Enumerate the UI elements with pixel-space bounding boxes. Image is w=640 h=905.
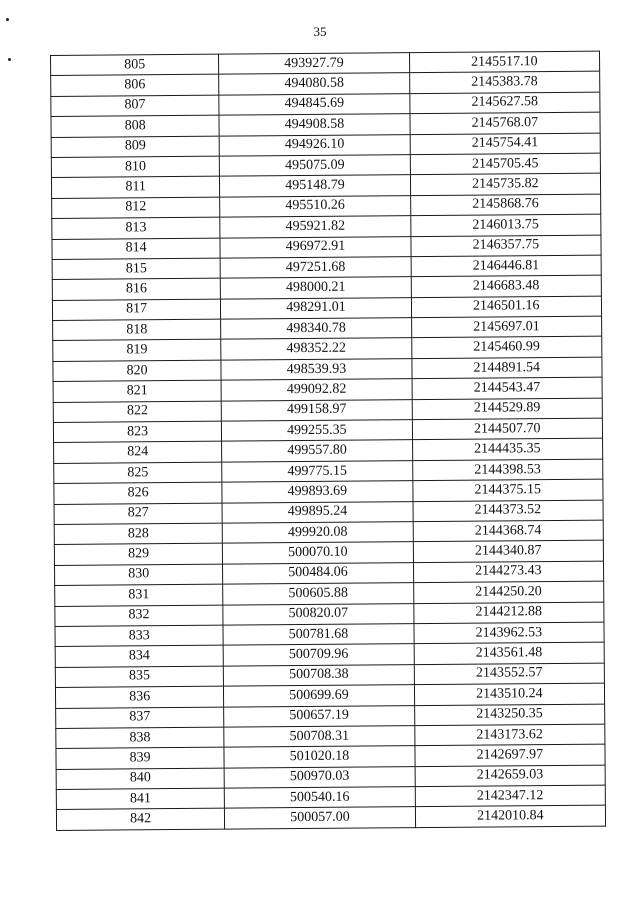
y-coordinate-cell: 2144543.47 [412, 377, 603, 399]
y-coordinate-cell: 2142347.12 [415, 785, 606, 807]
x-coordinate-cell: 493927.79 [219, 53, 409, 75]
point-number-cell: 825 [54, 462, 222, 484]
y-coordinate-cell: 2144273.43 [413, 561, 604, 583]
y-coordinate-cell: 2145868.76 [410, 194, 601, 216]
x-coordinate-cell: 500540.16 [225, 787, 415, 809]
y-coordinate-cell: 2145627.58 [409, 92, 600, 114]
x-coordinate-cell: 500820.07 [223, 603, 413, 625]
x-coordinate-cell: 495075.09 [220, 155, 410, 177]
point-number-cell: 812 [52, 197, 220, 219]
point-number-cell: 818 [53, 319, 221, 341]
point-number-cell: 805 [51, 54, 219, 76]
point-number-cell: 828 [54, 523, 222, 545]
x-coordinate-cell: 498340.78 [221, 318, 411, 340]
x-coordinate-cell: 499920.08 [222, 522, 412, 544]
point-number-cell: 837 [56, 707, 224, 729]
y-coordinate-cell: 2143510.24 [414, 683, 605, 705]
point-number-cell: 810 [51, 156, 219, 178]
y-coordinate-cell: 2145735.82 [410, 174, 601, 196]
x-coordinate-cell: 500781.68 [223, 624, 413, 646]
y-coordinate-cell: 2144368.74 [413, 520, 604, 542]
y-coordinate-cell: 2143962.53 [414, 622, 605, 644]
point-number-cell: 838 [56, 727, 224, 749]
y-coordinate-cell: 2144529.89 [412, 398, 603, 420]
y-coordinate-cell: 2145383.78 [409, 72, 600, 94]
point-number-cell: 832 [55, 605, 223, 627]
y-coordinate-cell: 2146683.48 [411, 275, 602, 297]
x-coordinate-cell: 499158.97 [221, 399, 411, 421]
x-coordinate-cell: 500709.96 [223, 644, 413, 666]
point-number-cell: 819 [53, 340, 221, 362]
table-row [56, 806, 605, 831]
point-number-cell: 822 [53, 401, 221, 423]
x-coordinate-cell: 500970.03 [224, 766, 414, 788]
y-coordinate-cell: 2145517.10 [409, 51, 600, 73]
point-number-cell: 806 [51, 75, 219, 97]
y-coordinate-cell: 2146446.81 [411, 255, 602, 277]
x-coordinate-cell: 495510.26 [220, 195, 410, 217]
point-number-cell: 835 [55, 666, 223, 688]
x-coordinate-cell: 498291.01 [221, 297, 411, 319]
point-number-cell: 811 [51, 177, 219, 199]
scan-mark [6, 18, 9, 21]
x-coordinate-cell: 500070.10 [223, 542, 413, 564]
point-number-cell: 820 [53, 360, 221, 382]
x-coordinate-cell: 499255.35 [222, 420, 412, 442]
x-coordinate-cell: 500708.38 [224, 664, 414, 686]
y-coordinate-cell: 2144250.20 [413, 581, 604, 603]
point-number-cell: 823 [53, 421, 221, 443]
y-coordinate-cell: 2144373.52 [413, 500, 604, 522]
x-coordinate-cell: 498539.93 [221, 359, 411, 381]
x-coordinate-cell: 500708.31 [224, 726, 414, 748]
x-coordinate-cell: 498352.22 [221, 338, 411, 360]
x-coordinate-cell: 499893.69 [222, 481, 412, 503]
y-coordinate-cell: 2142659.03 [415, 765, 606, 787]
y-coordinate-cell: 2144340.87 [413, 541, 604, 563]
point-number-cell: 827 [54, 503, 222, 525]
x-coordinate-cell: 497251.68 [220, 257, 410, 279]
coordinates-table-body [51, 51, 606, 830]
point-number-cell: 833 [55, 625, 223, 647]
y-coordinate-cell: 2142697.97 [415, 744, 606, 766]
point-number-cell: 813 [52, 217, 220, 239]
point-number-cell: 816 [52, 278, 220, 300]
x-coordinate-cell: 499092.82 [221, 379, 411, 401]
x-coordinate-cell: 494845.69 [219, 93, 409, 115]
y-coordinate-cell: 2143250.35 [414, 704, 605, 726]
x-coordinate-cell: 500605.88 [223, 583, 413, 605]
x-coordinate-cell: 501020.18 [224, 746, 414, 768]
point-number-cell: 841 [56, 788, 224, 810]
y-coordinate-cell: 2145697.01 [411, 316, 602, 338]
y-coordinate-cell: 2143173.62 [414, 724, 605, 746]
x-coordinate-cell: 495921.82 [220, 216, 410, 238]
point-number-cell: 842 [56, 809, 224, 831]
y-coordinate-cell: 2144212.88 [413, 602, 604, 624]
y-coordinate-cell: 2144891.54 [412, 357, 603, 379]
point-number-cell: 834 [55, 645, 223, 667]
point-number-cell: 840 [56, 768, 224, 790]
y-coordinate-cell: 2144398.53 [412, 459, 603, 481]
point-number-cell: 821 [53, 380, 221, 402]
x-coordinate-cell: 499775.15 [222, 460, 412, 482]
x-coordinate-cell: 499557.80 [222, 440, 412, 462]
x-coordinate-cell: 499895.24 [222, 501, 412, 523]
point-number-cell: 815 [52, 258, 220, 280]
x-coordinate-cell: 498000.21 [221, 277, 411, 299]
y-coordinate-cell: 2145768.07 [410, 112, 601, 134]
point-number-cell: 830 [55, 564, 223, 586]
page-number: 35 [313, 24, 327, 39]
y-coordinate-cell: 2143552.57 [414, 663, 605, 685]
y-coordinate-cell: 2145460.99 [411, 337, 602, 359]
point-number-cell: 809 [51, 136, 219, 158]
point-number-cell: 836 [55, 686, 223, 708]
point-number-cell: 826 [54, 482, 222, 504]
point-number-cell: 814 [52, 238, 220, 260]
y-coordinate-cell: 2146501.16 [411, 296, 602, 318]
y-coordinate-cell: 2145754.41 [410, 133, 601, 155]
y-coordinate-cell: 2146013.75 [410, 214, 601, 236]
x-coordinate-cell: 494926.10 [219, 134, 409, 156]
x-coordinate-cell: 495148.79 [220, 175, 410, 197]
point-number-cell: 829 [54, 544, 222, 566]
y-coordinate-cell: 2146357.75 [411, 235, 602, 257]
x-coordinate-cell: 494908.58 [219, 114, 409, 136]
y-coordinate-cell: 2145705.45 [410, 153, 601, 175]
y-coordinate-cell: 2144435.35 [412, 439, 603, 461]
x-coordinate-cell: 500057.00 [225, 807, 415, 829]
point-number-cell: 824 [54, 442, 222, 464]
point-number-cell: 839 [56, 747, 224, 769]
scan-mark [8, 58, 11, 61]
x-coordinate-cell: 494080.58 [219, 73, 409, 95]
y-coordinate-cell: 2142010.84 [415, 806, 606, 828]
y-coordinate-cell: 2144375.15 [412, 479, 603, 501]
x-coordinate-cell: 500657.19 [224, 705, 414, 727]
point-number-cell: 808 [51, 115, 219, 137]
point-number-cell: 831 [55, 584, 223, 606]
x-coordinate-cell: 500484.06 [223, 562, 413, 584]
point-number-cell: 807 [51, 95, 219, 117]
x-coordinate-cell: 496972.91 [220, 236, 410, 258]
x-coordinate-cell: 500699.69 [224, 685, 414, 707]
y-coordinate-cell: 2144507.70 [412, 418, 603, 440]
y-coordinate-cell: 2143561.48 [414, 642, 605, 664]
point-number-cell: 817 [52, 299, 220, 321]
coordinates-table [50, 51, 606, 831]
